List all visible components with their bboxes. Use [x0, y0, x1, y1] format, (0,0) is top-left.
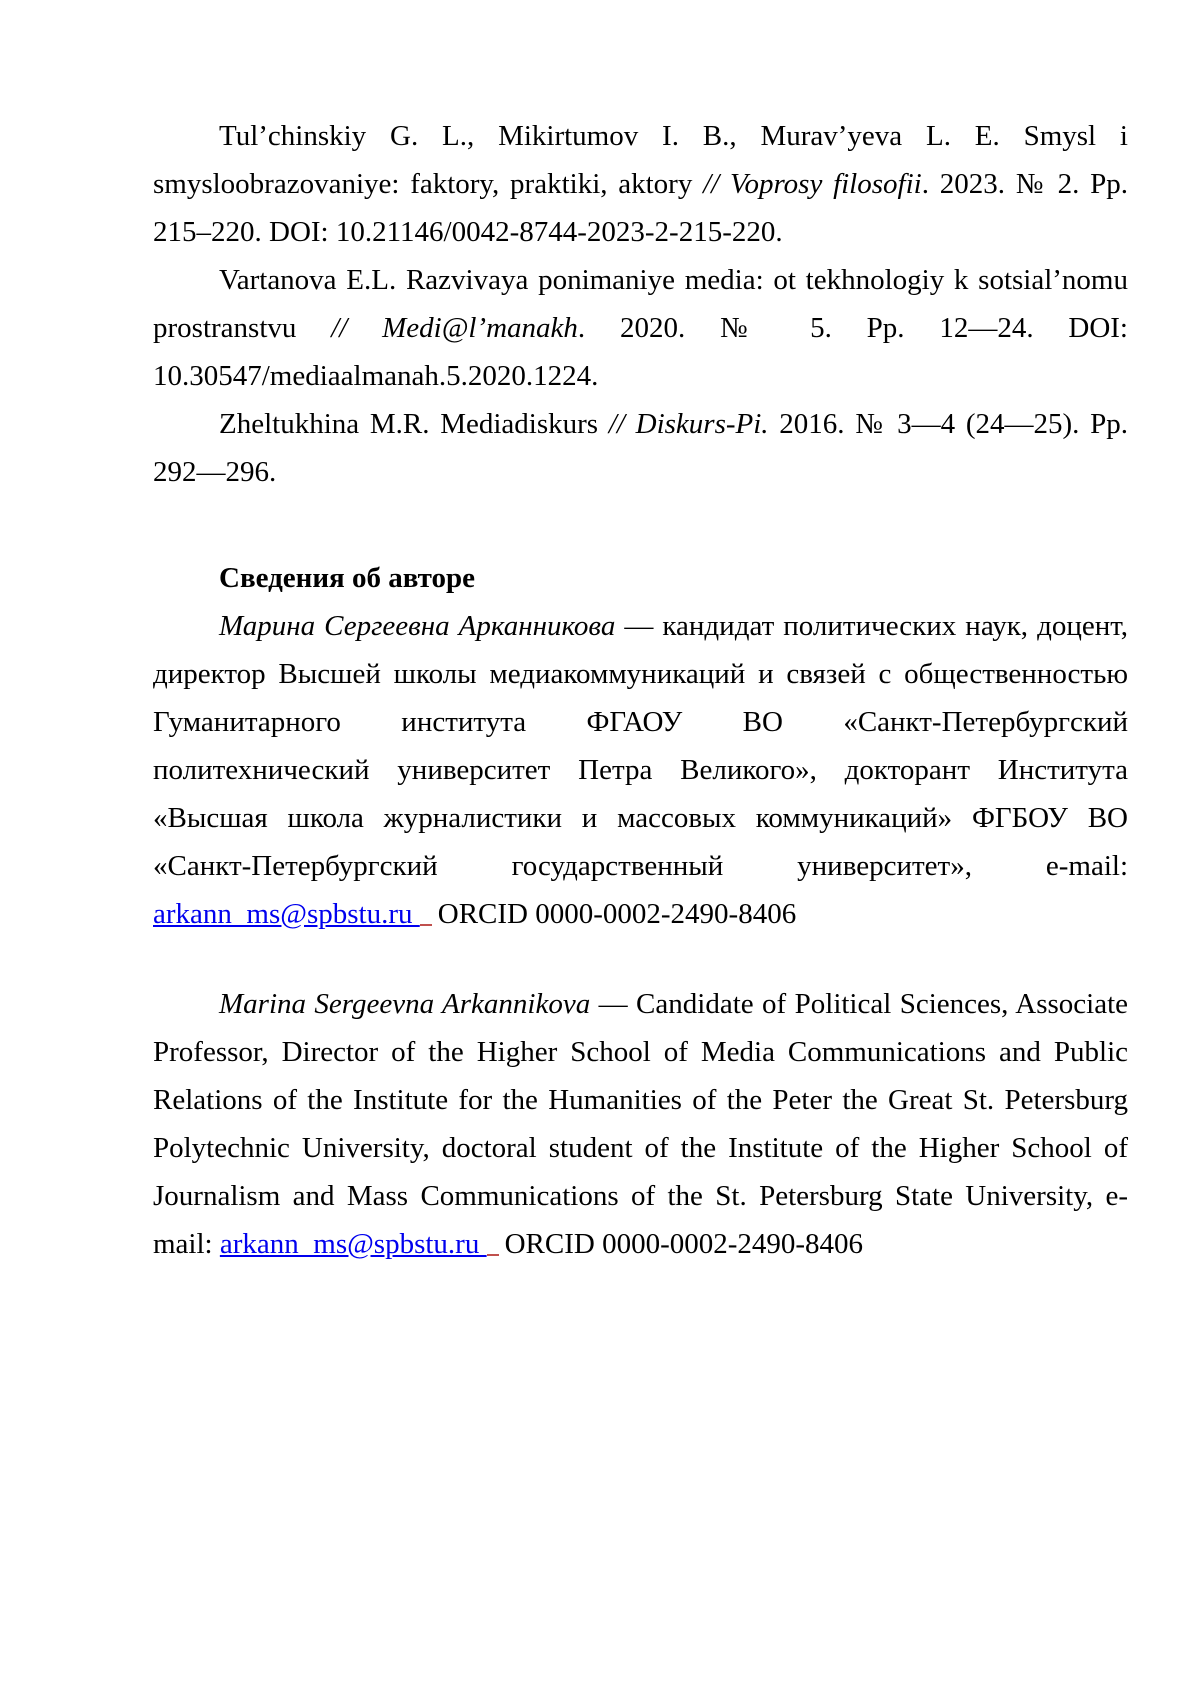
email-link-ru[interactable]: arkann_ms@spbstu.ru — [153, 898, 420, 930]
reference-journal-title: // Medi@l’manakh — [331, 312, 578, 344]
reference-text: 2016. № 3—4 (24—25). Pp. 292—296. — [153, 408, 1128, 488]
author-details-en: — Candidate of Political Sciences, Associate Professor, Director of the Higher School of Media Communications and Public Relations of the Institute for the Humanities of the Peter the Great St. Petersburg Polytechnic University, doctoral student of the Institute of the Higher School of Journalism and Mass Communications of the St. Petersburg State University, e-mail: — [153, 988, 1128, 1260]
underline-artifact — [487, 1248, 499, 1256]
reference-text: Zheltukhina M.R. Mediadiskurs — [219, 408, 609, 440]
author-info-russian — [153, 602, 1128, 938]
orcid-text-en: ORCID 0000-0002-2490-8406 — [504, 1228, 864, 1260]
reference-journal-title: // Diskurs-Pi. — [608, 408, 769, 440]
reference-entry-1 — [153, 112, 1128, 256]
author-section-heading: Сведения об авторе — [219, 562, 476, 594]
author-name-en: Marina Sergeevna Arkannikova — [219, 988, 591, 1020]
reference-text: Tul’chinskiy G. L., Mikirtumov I. B., Murav’yeva L. E. Smysl i smysloobrazovaniye: faktory, praktiki, aktory — [153, 120, 1128, 200]
reference-entry-2 — [153, 256, 1128, 400]
document-content — [153, 112, 1128, 1268]
underline-artifact — [420, 918, 432, 926]
reference-journal-title: // Voprosy filosofii — [703, 168, 922, 200]
reference-text: . 2023. № 2. Pp. 215–220. DOI: 10.21146/0042-8744-2023-2-215-220. — [153, 168, 1128, 248]
reference-text: . 2020. № 5. Pp. 12—24. DOI: 10.30547/mediaalmanah.5.2020.1224. — [153, 312, 1128, 392]
email-link-en[interactable]: arkann_ms@spbstu.ru — [219, 1228, 487, 1260]
orcid-text-ru: ORCID 0000-0002-2490-8406 — [437, 898, 797, 930]
author-details-ru: — кандидат политических наук, доцент, директор Высшей школы медиакоммуникаций и связей с общественностью Гуманитарного института ФГАОУ ВО «Санкт-Петербургский политехнический университет Петра Великого», докторант Института «Высшая школа журналистики и массовых коммуникаций» ФГБОУ ВО «Санкт-Петербургский государственный университет», e-mail: — [153, 610, 1128, 882]
author-name-ru: Марина Сергеевна Арканникова — [219, 610, 616, 642]
reference-text: Vartanova E.L. Razvivaya ponimaniye media: ot tekhnologiy k sotsial’nomu prostranstvu — [153, 264, 1128, 344]
author-info-english — [153, 980, 1128, 1268]
reference-entry-3 — [153, 400, 1128, 496]
